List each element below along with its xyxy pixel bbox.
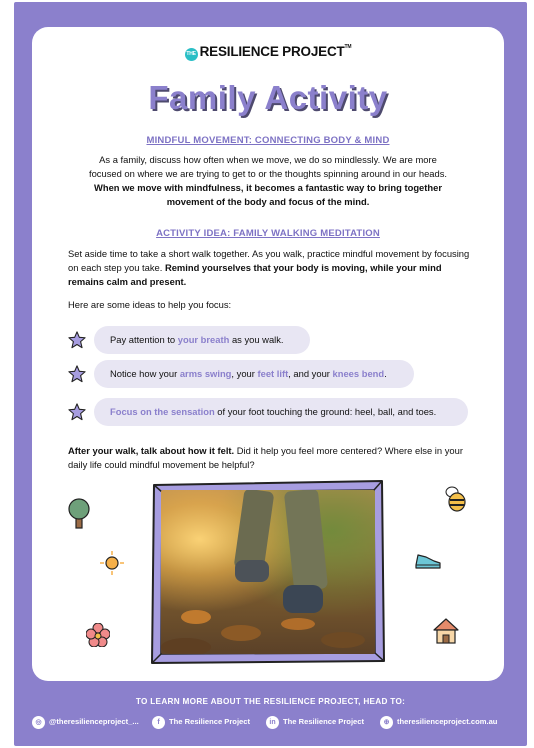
- tip-highlight: arms swing: [179, 368, 232, 379]
- logo-name: RESILIENCE PROJECT: [199, 44, 345, 59]
- star-icon: [68, 331, 86, 349]
- logo-tm: TM: [344, 44, 352, 50]
- linkedin-link[interactable]: [266, 715, 364, 729]
- tip-text: Notice how your: [110, 368, 180, 379]
- website-url: theresilienceproject.com.au: [397, 717, 498, 726]
- linkedin-icon: in: [266, 716, 279, 729]
- closing-plain: Did it help you feel more centered? Where else in your daily life could mindful movement be helpful?: [68, 445, 463, 470]
- tip-highlight: feet lift: [257, 368, 289, 379]
- tree-icon: [66, 497, 92, 529]
- resilience-project-logo: [32, 44, 504, 61]
- globe-icon: ⊕: [380, 716, 393, 729]
- photo-frame: [150, 479, 386, 665]
- page-title: Family Activity: [148, 79, 388, 116]
- tip-text: Pay attention to: [110, 334, 178, 345]
- section2-heading: ACTIVITY IDEA: FAMILY WALKING MEDITATION: [156, 228, 380, 239]
- linkedin-name: The Resilience Project: [283, 717, 365, 726]
- footer-title: TO LEARN MORE ABOUT THE RESILIENCE PROJECT, HEAD TO:: [135, 697, 406, 706]
- tip-movement: [94, 360, 414, 388]
- tip-text: , your: [231, 368, 258, 379]
- leg: [284, 490, 328, 592]
- walking-photo: [161, 490, 375, 654]
- star-icon: [68, 365, 86, 383]
- facebook-name: The Resilience Project: [169, 717, 251, 726]
- tip-sensation: [94, 398, 468, 426]
- shoe: [283, 585, 323, 613]
- instagram-link[interactable]: [32, 715, 139, 729]
- tip-breath: [94, 326, 310, 354]
- section1-bold: When we move with mindfulness, it becomes a fantastic way to bring together movement of the body and focus of the mind.: [94, 182, 442, 207]
- flower-icon: [86, 623, 110, 647]
- instagram-icon: ◎: [32, 716, 45, 729]
- closing-text: [68, 444, 474, 472]
- shoe-icon: [414, 549, 442, 571]
- tip-highlight: your breath: [177, 334, 230, 345]
- footer-links: [0, 715, 534, 729]
- tip-text: as you walk.: [229, 334, 284, 345]
- section1-heading: MINDFUL MOVEMENT: CONNECTING BODY & MIND: [146, 135, 390, 146]
- facebook-icon: f: [152, 716, 165, 729]
- facebook-link[interactable]: [152, 715, 250, 729]
- shoe: [235, 560, 269, 582]
- house-icon: [432, 617, 460, 645]
- content-card: [32, 27, 504, 681]
- section2-plain: Set aside time to take a short walk together. As you walk, practice mindful movement by focusing on each step you take.: [68, 248, 470, 273]
- ideas-intro: Here are some ideas to help you focus:: [68, 299, 232, 310]
- instagram-handle: @theresilienceproject_...: [49, 717, 139, 726]
- logo-badge: THE: [185, 48, 198, 61]
- bee-icon: [444, 485, 470, 513]
- section2-bold: Remind yourselves that your body is moving, while your mind remains calm and present.: [68, 262, 442, 287]
- star-icon: [68, 403, 86, 421]
- website-link[interactable]: [380, 715, 497, 729]
- sun-icon: [100, 551, 124, 575]
- closing-bold: After your walk, talk about how it felt.: [68, 445, 235, 456]
- tip-text: of your foot touching the ground: heel, ball, and toes.: [214, 406, 437, 417]
- section1-plain: As a family, discuss how often when we move, we do so mindlessly. We are more focused on where we are trying to get to or the thoughts spinning around in our heads.: [88, 154, 448, 179]
- section1-text: [87, 153, 449, 209]
- tip-highlight: Focus on the sensation: [110, 406, 215, 417]
- section2-text: [68, 247, 474, 289]
- tip-highlight: knees bend: [332, 368, 385, 379]
- tip-text: , and your: [288, 368, 333, 379]
- tip-text: .: [384, 368, 387, 379]
